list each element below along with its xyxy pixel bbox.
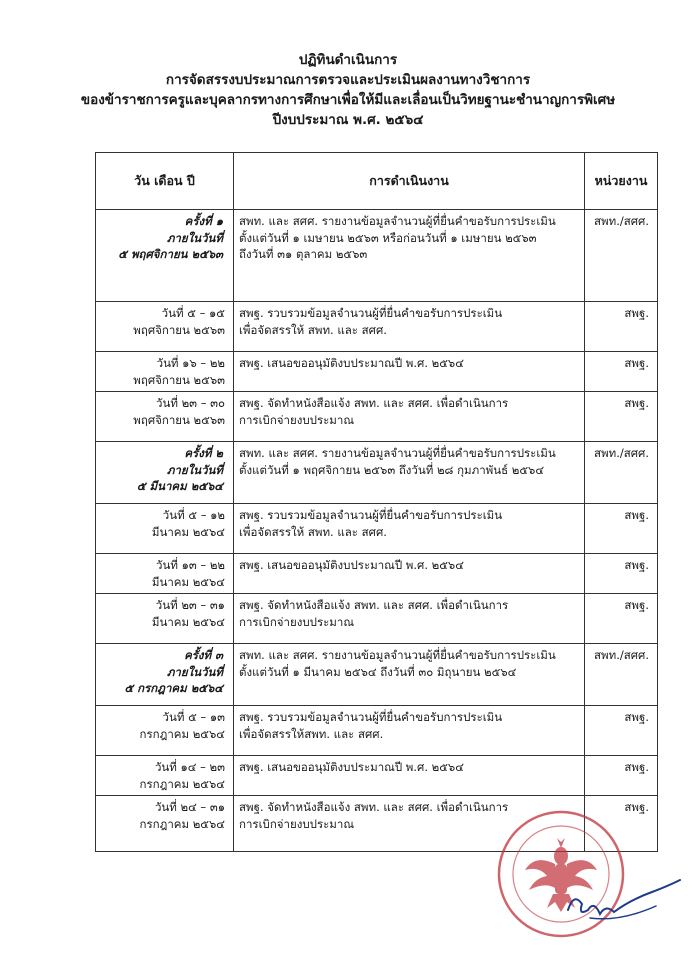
- date-cell: [96, 352, 234, 392]
- action-cell: [234, 302, 585, 352]
- action-cell: [234, 442, 585, 504]
- unit-cell: สพฐ.: [585, 352, 658, 392]
- table-row: [96, 594, 658, 644]
- date-line: มีนาคม ๒๕๖๔: [151, 524, 225, 539]
- date-line: มีนาคม ๒๕๖๔: [151, 614, 225, 629]
- date-line: วันที่ ๕ – ๑๒: [162, 508, 225, 522]
- table-row: [96, 554, 658, 594]
- action-line: สพฐ. เสนอขออนุมัติงบประมาณปี พ.ศ. ๒๕๖๔: [239, 558, 464, 572]
- table-body: [96, 210, 658, 852]
- action-line: เพื่อจัดสรรให้สพท. และ สศศ.: [239, 726, 384, 741]
- action-cell: [234, 392, 585, 442]
- document-title: [0, 50, 696, 130]
- date-line: วันที่ ๑๔ – ๒๓: [154, 760, 225, 774]
- action-cell: [234, 594, 585, 644]
- unit-cell: สพท./สศศ.: [585, 442, 658, 504]
- unit-cell: สพฐ.: [585, 302, 658, 352]
- action-line: เพื่อจัดสรรให้ สพท. และ สศศ.: [239, 322, 387, 337]
- unit-cell: สพฐ.: [585, 594, 658, 644]
- unit-cell: สพฐ.: [585, 756, 658, 796]
- action-line: สพฐ. เสนอขออนุมัติงบประมาณปี พ.ศ. ๒๕๖๔: [239, 356, 464, 370]
- action-cell: [234, 706, 585, 756]
- action-line: เพื่อจัดสรรให้ สพท. และ สศศ.: [239, 524, 387, 539]
- date-line: ครั้งที่ ๓: [184, 648, 223, 662]
- unit-cell: สพฐ.: [585, 504, 658, 554]
- date-cell: [96, 210, 234, 302]
- title-line-1: ปฏิทินดำเนินการ: [298, 52, 398, 68]
- table-row: [96, 302, 658, 352]
- date-cell: [96, 442, 234, 504]
- date-cell: [96, 594, 234, 644]
- date-cell: [96, 554, 234, 594]
- date-cell: [96, 392, 234, 442]
- date-line: พฤศจิกายน ๒๕๖๓: [133, 372, 225, 387]
- title-line-2: การจัดสรรงบประมาณการตรวจและประเมินผลงานทางวิชาการ: [165, 72, 531, 88]
- action-line: สพฐ. รวบรวมข้อมูลจำนวนผู้ที่ยื่นคำขอรับการประเมิน: [239, 508, 503, 522]
- signature: [560, 870, 685, 930]
- unit-cell: สพฐ.: [585, 796, 658, 852]
- table-row: [96, 756, 658, 796]
- date-line: กรกฎาคม ๒๕๖๔: [139, 726, 225, 741]
- action-line: ตั้งแต่วันที่ ๑ พฤศจิกายน ๒๕๖๓ ถึงวันที่ ๒๘ กุมภาพันธ์ ๒๕๖๔: [239, 462, 545, 477]
- action-line: สพท. และ สศศ. รายงานข้อมูลจำนวนผู้ที่ยื่นคำขอรับการประเมิน: [239, 446, 556, 460]
- header-action: การดำเนินงาน: [234, 153, 585, 210]
- date-line: ครั้งที่ ๑: [184, 214, 223, 228]
- action-line: การเบิกจ่ายงบประมาณ: [239, 614, 354, 629]
- date-line: วันที่ ๒๓ – ๓๑: [155, 598, 225, 612]
- header-date: วัน เดือน ปี: [96, 153, 234, 210]
- date-cell: [96, 796, 234, 852]
- action-line: สพท. และ สศศ. รายงานข้อมูลจำนวนผู้ที่ยื่นคำขอรับการประเมิน: [239, 214, 556, 228]
- header-unit: หน่วยงาน: [585, 153, 658, 210]
- unit-cell: สพฐ.: [585, 392, 658, 442]
- date-line: พฤศจิกายน ๒๕๖๓: [133, 412, 225, 427]
- table-row: [96, 442, 658, 504]
- date-line: ภายในวันที่: [166, 230, 223, 245]
- unit-cell: สพท./สศศ.: [585, 644, 658, 706]
- date-cell: [96, 644, 234, 706]
- date-line: วันที่ ๕ – ๑๕: [161, 306, 225, 320]
- action-line: ตั้งแต่วันที่ ๑ เมษายน ๒๕๖๓ หรือก่อนวันที่ ๑ เมษายน ๒๕๖๓: [239, 230, 537, 245]
- action-line: การเบิกจ่ายงบประมาณ: [239, 412, 354, 427]
- action-line: สพฐ. จัดทำหนังสือแจ้ง สพท. และ สศศ. เพื่อดำเนินการ: [239, 396, 509, 410]
- date-line: กรกฎาคม ๒๕๖๔: [139, 776, 225, 791]
- action-line: สพฐ. เสนอขออนุมัติงบประมาณปี พ.ศ. ๒๕๖๔: [239, 760, 464, 774]
- action-line: การเบิกจ่ายงบประมาณ: [239, 816, 354, 831]
- action-line: ตั้งแต่วันที่ ๑ มีนาคม ๒๕๖๔ ถึงวันที่ ๓๐ มิถุนายน ๒๕๖๔: [239, 664, 517, 679]
- action-line: สพฐ. รวบรวมข้อมูลจำนวนผู้ที่ยื่นคำขอรับการประเมิน: [239, 710, 503, 724]
- table-row: [96, 210, 658, 302]
- date-line: วันที่ ๑๓ – ๒๒: [156, 558, 225, 572]
- action-line: สพฐ. จัดทำหนังสือแจ้ง สพท. และ สศศ. เพื่อดำเนินการ: [239, 598, 509, 612]
- table-row: [96, 644, 658, 706]
- date-cell: [96, 302, 234, 352]
- date-cell: [96, 756, 234, 796]
- date-line: วันที่ ๒๔ – ๓๑: [154, 800, 225, 814]
- title-line-4: ปีงบประมาณ พ.ศ. ๒๕๖๔: [272, 112, 424, 128]
- action-cell: [234, 756, 585, 796]
- table-row: [96, 392, 658, 442]
- action-line: สพฐ. จัดทำหนังสือแจ้ง สพท. และ สศศ. เพื่อดำเนินการ: [239, 800, 509, 814]
- action-line: ถึงวันที่ ๓๑ ตุลาคม ๒๕๖๓: [239, 247, 368, 261]
- action-cell: [234, 644, 585, 706]
- table-row: [96, 352, 658, 392]
- date-cell: [96, 504, 234, 554]
- table-header-row: [96, 153, 658, 210]
- date-line: กรกฎาคม ๒๕๖๔: [139, 816, 225, 831]
- action-line: สพฐ. รวบรวมข้อมูลจำนวนผู้ที่ยื่นคำขอรับการประเมิน: [239, 306, 503, 320]
- date-line: วันที่ ๒๓ – ๓๐: [156, 396, 225, 410]
- date-line: พฤศจิกายน ๒๕๖๓: [133, 322, 225, 337]
- schedule-table: [95, 152, 658, 852]
- date-line: ครั้งที่ ๒: [184, 446, 223, 460]
- date-line: วันที่ ๑๖ – ๒๒: [156, 356, 225, 370]
- action-cell: [234, 210, 585, 302]
- action-cell: [234, 504, 585, 554]
- date-line: ภายในวันที่: [166, 462, 223, 477]
- action-line: สพท. และ สศศ. รายงานข้อมูลจำนวนผู้ที่ยื่นคำขอรับการประเมิน: [239, 648, 556, 662]
- date-line: ๕ กรกฎาคม ๒๕๖๔: [124, 681, 223, 695]
- date-line: วันที่ ๕ – ๑๓: [162, 710, 225, 724]
- date-line: ๕ พฤศจิกายน ๒๕๖๓: [118, 247, 223, 261]
- unit-cell: สพฐ.: [585, 554, 658, 594]
- table-row: [96, 504, 658, 554]
- action-cell: [234, 554, 585, 594]
- date-cell: [96, 706, 234, 756]
- unit-cell: สพท./สศศ.: [585, 210, 658, 302]
- date-line: ภายในวันที่: [166, 664, 223, 679]
- table-row: [96, 706, 658, 756]
- title-line-3: ของข้าราชการครูและบุคลากรทางการศึกษาเพื่อให้มีและเลื่อนเป็นวิทยฐานะชำนาญการพิเศษ: [80, 92, 616, 108]
- unit-cell: สพฐ.: [585, 706, 658, 756]
- date-line: มีนาคม ๒๕๖๔: [151, 574, 225, 589]
- date-line: ๕ มีนาคม ๒๕๖๔: [136, 479, 223, 493]
- action-cell: [234, 352, 585, 392]
